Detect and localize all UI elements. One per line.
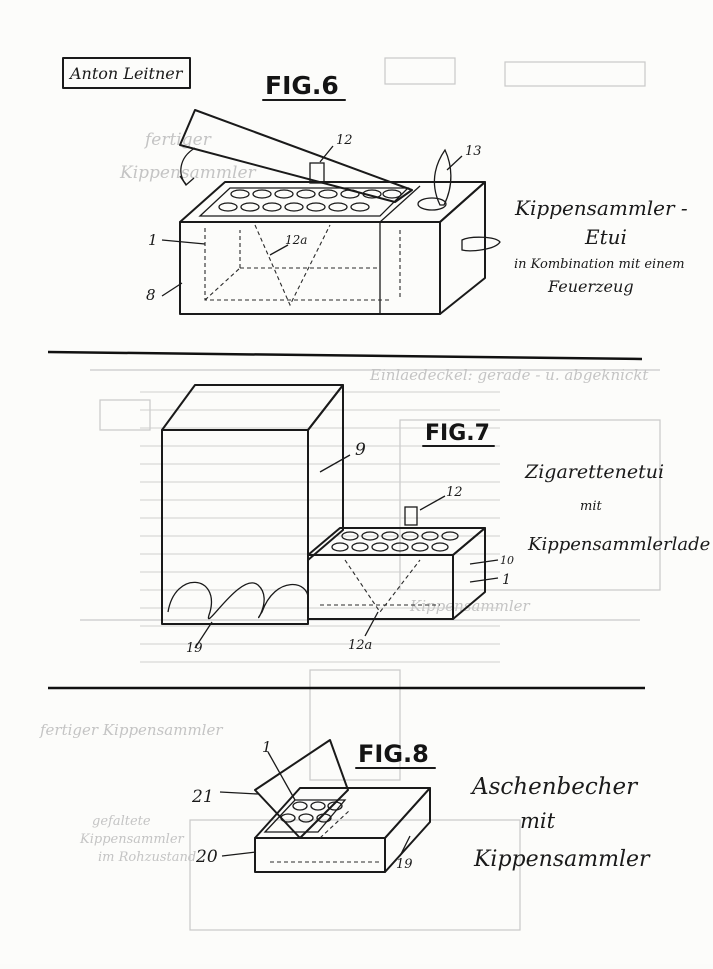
fig7-label-10: 10 [500,554,514,567]
fig7-drawer-holes [332,532,458,551]
fig7-label-12: 12 [446,485,463,500]
figure-6 [146,71,688,314]
svg-text:im Rohzustand: im Rohzustand [98,850,197,865]
fig8-label-21: 21 [192,787,214,807]
fig6-side-knob [462,237,500,251]
fig7-spring-19 [168,582,308,618]
fig6-lighter-base [418,198,446,210]
fig6-title: FIG.6 [265,71,339,100]
fig8-tray-front [255,838,385,872]
fig6-tray-holes [219,190,401,211]
fig8-caption-line2: mit [520,809,556,833]
svg-text:Einlaedeckel: gerade - u. abg: Einlaedeckel: gerade - u. abgeknickt [370,366,649,384]
fig8-label-20: 20 [196,847,218,867]
fig8-caption-line1: Aschenbecher [472,774,638,800]
svg-text:Kippensammler: Kippensammler [410,597,530,615]
svg-text:Kippensammler: Kippensammler [120,163,256,183]
fig8-title: FIG.8 [358,740,429,768]
fig8-label-1: 1 [262,738,272,756]
fig6-caption-line2: Etui [585,225,627,249]
fig7-label-1: 1 [502,572,511,588]
fig6-label-12: 12 [336,133,353,148]
fig6-caption-line1: Kippensammler - [515,196,688,220]
fig8-caption-line3: Kippensammler [474,847,650,872]
fig7-element-12 [405,507,417,525]
fig7-caption-line2: mit [580,499,602,514]
fig7-caption-line3: Kippensammlerlade [528,534,711,555]
svg-text:Kippensammler: Kippensammler [80,832,184,847]
separator-line-1 [48,352,642,359]
fig6-label-8: 8 [146,286,156,304]
author-name: Anton Leitner [70,64,183,83]
fig6-label-1: 1 [148,231,158,249]
fig6-lighter-flame [434,150,450,205]
fig7-case-front [162,430,308,624]
figure-8 [191,738,651,872]
fig6-caption-line3: in Kombination mit einem [514,257,685,272]
svg-text:fertiger Kippensammler: fertiger Kippensammler [40,721,223,739]
fig6-label-13: 13 [465,144,482,159]
svg-text:fertiger: fertiger [145,130,211,150]
fig7-label-9: 9 [355,440,366,460]
fig7-label-12a: 12a [348,638,373,653]
svg-text:gefaltete: gefaltete [92,814,151,829]
fig7-title: FIG.7 [425,421,490,446]
fig8-label-19: 19 [396,857,413,872]
fig6-caption-line4: Feuerzeug [548,277,634,296]
fig7-caption-line1: Zigarettenetui [525,461,665,483]
fig6-label-12a: 12a [285,233,308,247]
fig7-label-19: 19 [186,641,203,656]
fig7-case-side [308,385,343,560]
